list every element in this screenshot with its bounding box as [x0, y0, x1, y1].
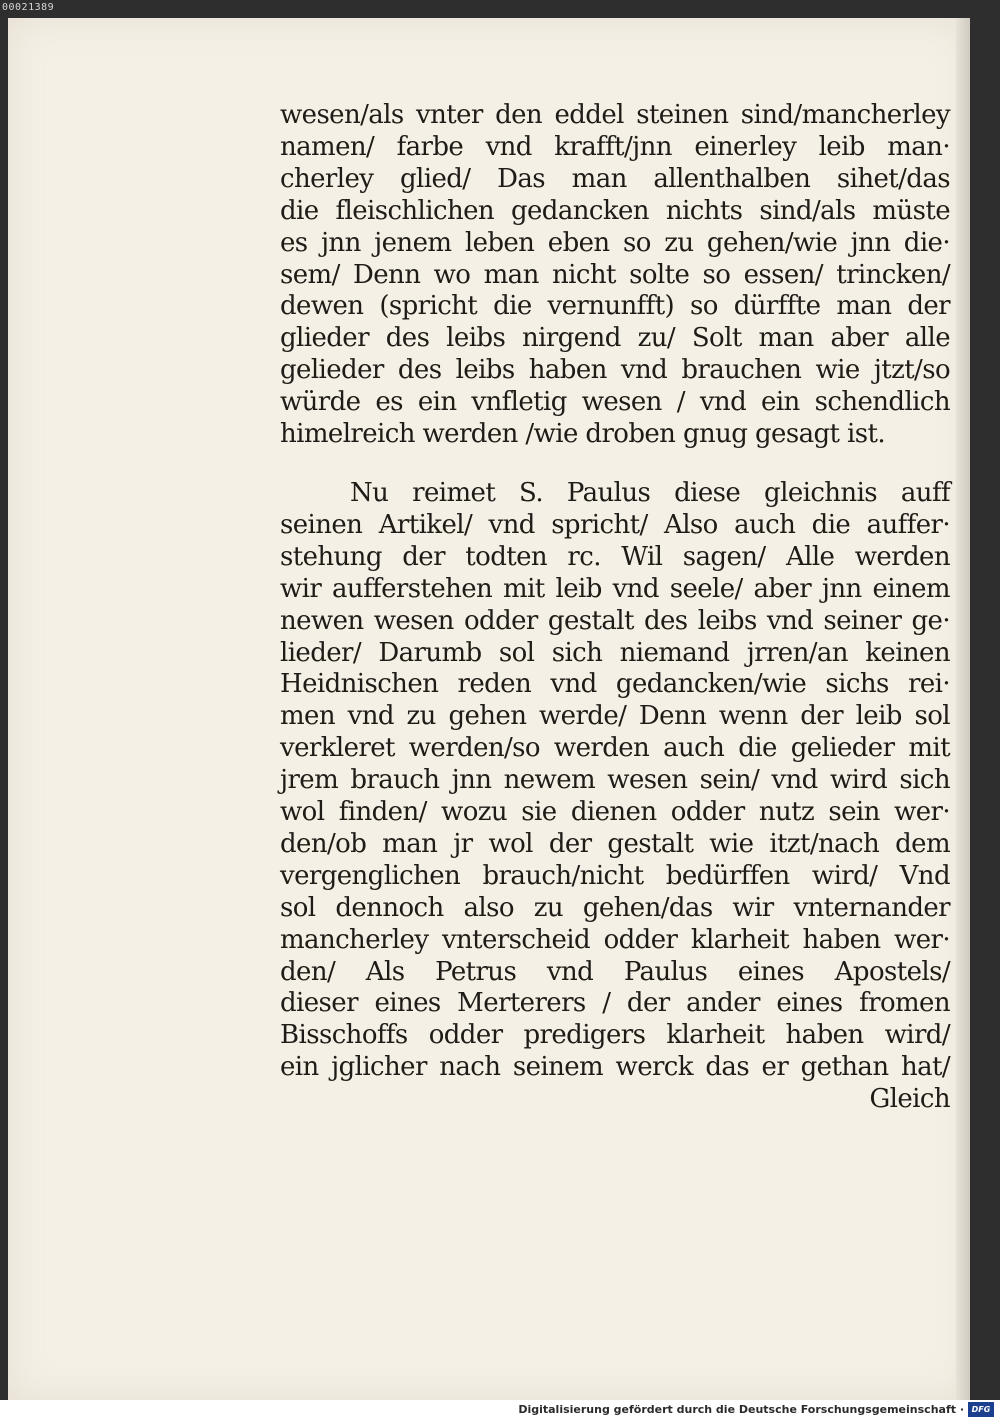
text-line: gelieder des leibs haben vnd brauchen wie jtzt/so — [280, 355, 950, 386]
text-line: wesen/als vnter den eddel steinen sind/mancherley — [280, 100, 950, 130]
footer-bar — [0, 1400, 1000, 1420]
dfg-logo-icon: DFG — [968, 1402, 994, 1417]
text-line: seinen Artikel/ vnd spricht/ Also auch die auffer· — [280, 509, 950, 540]
text-line: dewen (spricht die vernunfft) so dürffte man der — [280, 291, 950, 322]
text-line: den/ob man jr wol der gestalt wie itzt/nach dem — [280, 828, 950, 859]
text-line: cherley glied/ Das man allenthalben sihet/das — [280, 163, 950, 194]
paragraph-gap — [280, 451, 950, 478]
text-line: men vnd zu gehen werde/ Denn wenn der leib sol — [280, 701, 950, 732]
text-line: die fleischlichen gedancken nichts sind/als müste — [280, 195, 950, 226]
text-line: wol finden/ wozu sie dienen odder nutz sein wer· — [280, 797, 950, 828]
paragraph-2 — [280, 478, 950, 1084]
text-line: würde es ein vnfletig wesen / vnd ein schendlich — [280, 387, 950, 418]
text-line: himelreich werden /wie droben gnug gesagt ist. — [280, 419, 886, 450]
text-line: sem/ Denn wo man nicht solte so essen/ trincken/ — [280, 259, 950, 290]
paper-edge — [956, 18, 970, 1400]
text-line: dieser eines Merterers / der ander eines fromen — [280, 988, 950, 1019]
text-line: wir aufferstehen mit leib vnd seele/ aber jnn einem — [280, 573, 950, 604]
catchword: Gleich — [869, 1084, 950, 1115]
footer-credit: Digitalisierung gefördert durch die Deutsche Forschungsgemeinschaft · — [518, 1403, 964, 1416]
text-line: verkleret werden/so werden auch die gelieder mit — [280, 733, 950, 764]
text-line: namen/ farbe vnd krafft/jnn einerley leib man· — [280, 131, 950, 162]
text-line: den/ Als Petrus vnd Paulus eines Apostels/ — [280, 956, 950, 987]
text-line: newen wesen odder gestalt des leibs vnd seiner ge· — [280, 605, 950, 636]
text-line: lieder/ Darumb sol sich niemand jrren/an keinen — [280, 637, 950, 668]
text-line: ein jglicher nach seinem werck das er gethan hat/ — [280, 1052, 950, 1083]
text-line: vergenglichen brauch/nicht bedürffen wird/ Vnd — [280, 860, 950, 891]
paragraph-1 — [280, 100, 950, 451]
text-line: Nu reimet S. Paulus diese gleichnis auff — [350, 477, 950, 508]
text-line: mancherley vnterscheid odder klarheit haben wer· — [280, 924, 950, 955]
text-line: jrem brauch jnn newem wesen sein/ vnd wird sich — [280, 765, 950, 796]
page-id-label: 00021389 — [2, 2, 55, 13]
text-line: sol dennoch also zu gehen/das wir vnternander — [280, 892, 950, 923]
text-line: stehung der todten rc. Wil sagen/ Alle werden — [280, 541, 950, 572]
text-block — [280, 100, 950, 1116]
text-line: glieder des leibs nirgend zu/ Solt man aber alle — [280, 323, 950, 354]
text-line: es jnn jenem leben eben so zu gehen/wie jnn die· — [280, 227, 950, 258]
text-line: Bisschoffs odder predigers klarheit haben wird/ — [280, 1020, 950, 1051]
text-line: Heidnischen reden vnd gedancken/wie sichs rei· — [280, 669, 950, 700]
